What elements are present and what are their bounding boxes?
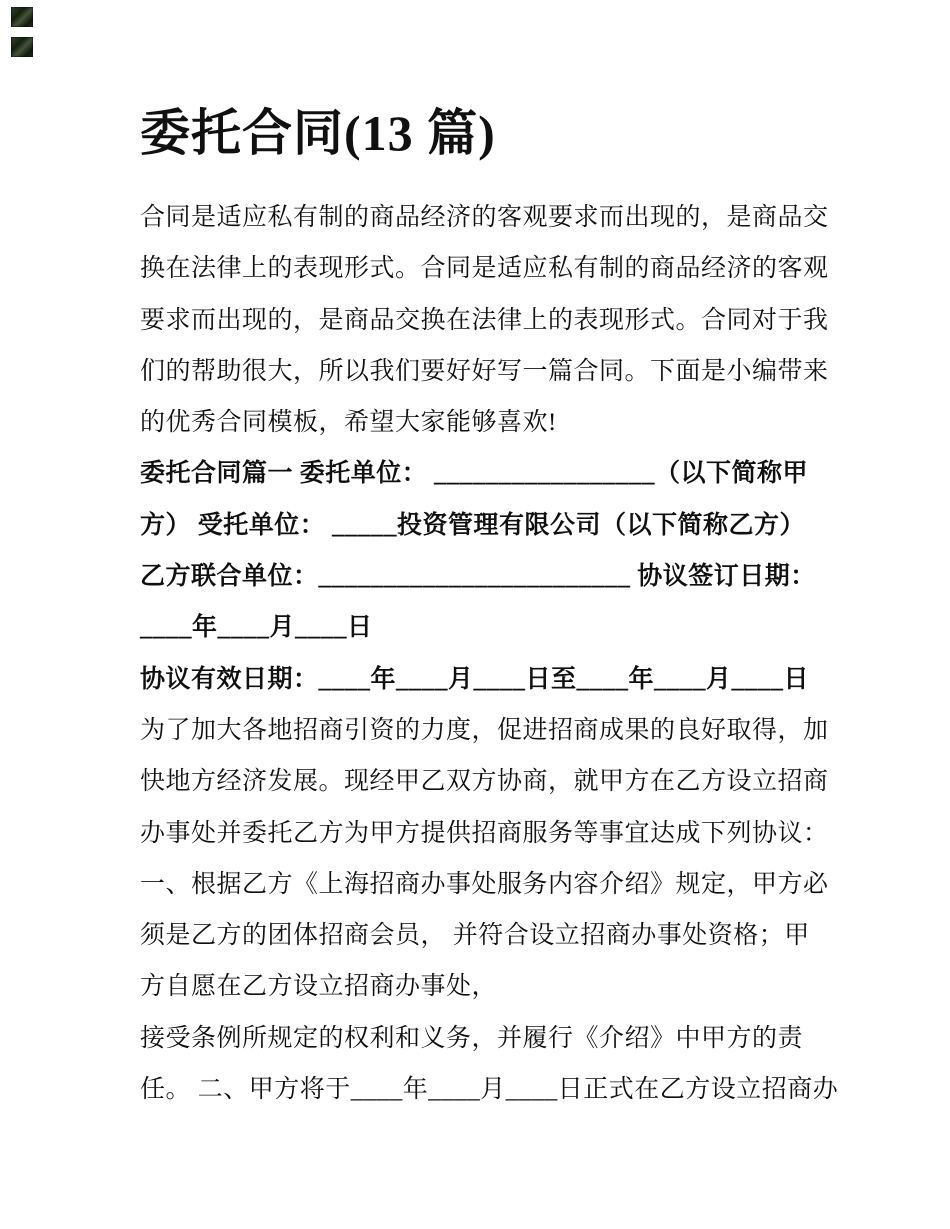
text-line: 为了加大各地招商引资的力度，促进招商成果的良好取得，加 [140, 716, 829, 744]
text-line: 协议有效日期：____年____月____日至____年____月____日 [140, 665, 810, 693]
text-line: 任。 二、甲方将于____年____月____日正式在乙方设立招商办 [140, 1076, 839, 1104]
document-title: 委托合同(13 篇) [140, 105, 496, 161]
text-line: 方） 受托单位： _____投资管理有限公司（以下简称乙方） [140, 511, 806, 539]
text-line: 接受条例所规定的权利和义务，并履行《介绍》中甲方的责 [140, 1024, 804, 1052]
text-line: 快地方经济发展。现经甲乙双方协商，就甲方在乙方设立招商 [140, 768, 829, 796]
text-line: 一、根据乙方《上海招商办事处服务内容介绍》规定，甲方必 [140, 870, 829, 898]
text-line: 方自愿在乙方设立招商办事处， [140, 973, 498, 1001]
text-line: 的优秀合同模板，希望大家能够喜欢! [140, 409, 557, 437]
text-line: 换在法律上的表现形式。合同是适应私有制的商品经济的客观 [140, 255, 829, 283]
page-mark-icon [11, 7, 33, 27]
text-line: 委托合同篇一 委托单位： _________________（以下简称甲 [140, 460, 809, 488]
text-line: 须是乙方的团体招商会员， 并符合设立招商办事处资格；甲 [140, 922, 810, 950]
text-line: 们的帮助很大，所以我们要好好写一篇合同。下面是小编带来 [140, 357, 829, 385]
text-line: 办事处并委托乙方为甲方提供招商服务等事宜达成下列协议： [140, 819, 829, 847]
document-body [140, 192, 839, 1115]
text-line: 乙方联合单位：________________________ 协议签订日期： [140, 563, 816, 591]
corner-marks [0, 0, 50, 70]
text-line: 要求而出现的，是商品交换在法律上的表现形式。合同对于我 [140, 306, 829, 334]
text-line: 合同是适应私有制的商品经济的客观要求而出现的，是商品交 [140, 204, 829, 231]
text-line: ____年____月____日 [140, 614, 373, 642]
page-mark-icon [11, 37, 33, 57]
